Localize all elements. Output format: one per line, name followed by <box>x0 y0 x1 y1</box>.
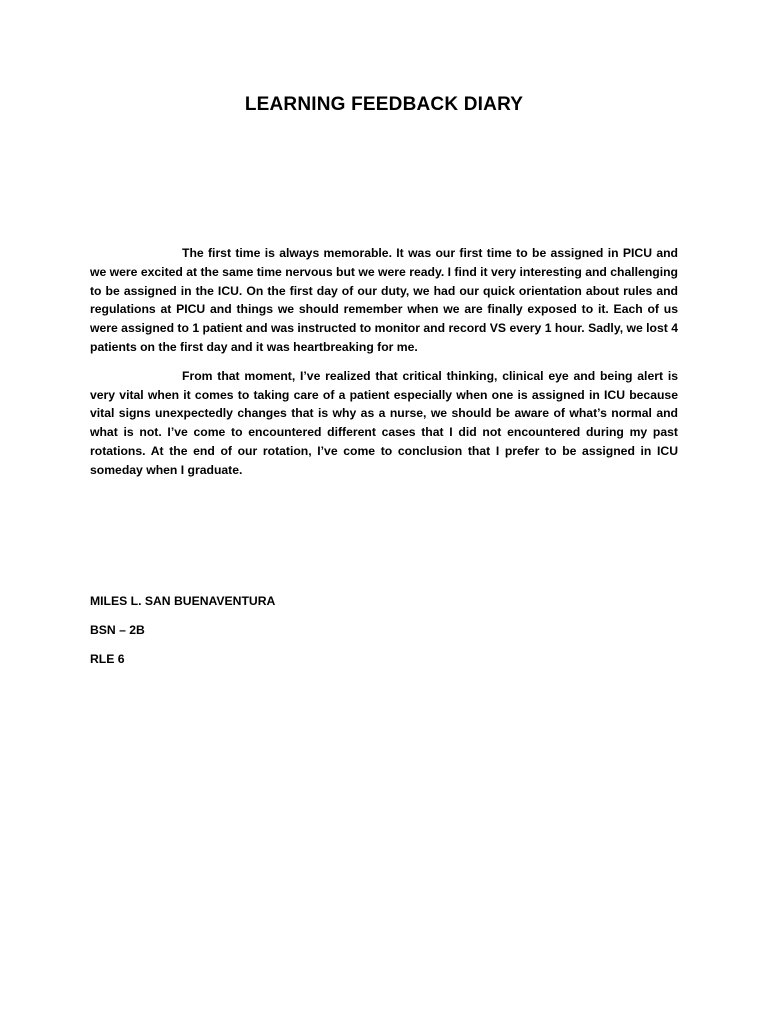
author-program: BSN – 2B <box>90 623 145 637</box>
author-course: RLE 6 <box>90 652 125 666</box>
signature-block <box>90 592 490 679</box>
author-name: MILES L. SAN BUENAVENTURA <box>90 594 276 608</box>
paragraph-2: From that moment, I’ve realized that critical thinking, clinical eye and being alert is very vital when it comes to taking care of a patient especially when one is assigned in ICU because vital signs unexpectedly changes that is why as a nurse, we should be aware of what’s normal and what is not. I’ve come to encountered different cases that I did not encountered during my past rotations. At the end of our rotation, I’ve come to conclusion that I prefer to be assigned in ICU someday when I graduate. <box>90 368 678 477</box>
document-body <box>90 244 678 490</box>
paragraph-1: The first time is always memorable. It was our first time to be assigned in PICU and we were excited at the same time nervous but we were ready. I find it very interesting and challenging to be assigned in the ICU. On the first day of our duty, we had our quick orientation about rules and regulations at PICU and things we should remember when we are finally exposed to it. Each of us were assigned to 1 patient and was instructed to monitor and record VS every 1 hour. Sadly, we lost 4 patients on the first day and it was heartbreaking for me. <box>90 246 678 354</box>
document-title: LEARNING FEEDBACK DIARY <box>244 94 524 115</box>
